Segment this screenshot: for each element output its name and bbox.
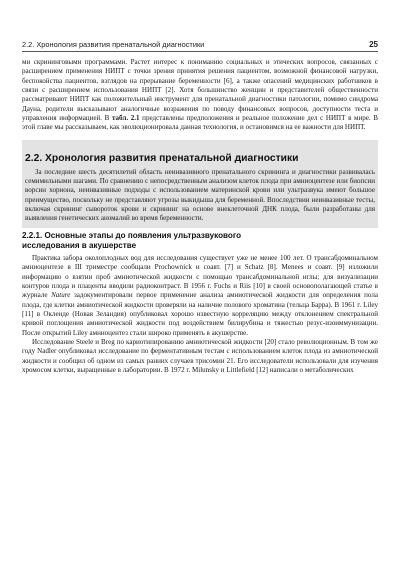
intro-text-b: представлены предположения и реальное положение дел с НИПТ в мире. В этой главе мы рассказываем, как эволюционировала данная технология, и остановимся на ее важности для НИПТ. [22,114,378,132]
body-text [22,58,378,375]
intro-text-a: ми скрининговыми программами. Растет интерес к пониманию социальных и этических вопросов, связанных с расширением применения НИПТ с точки зрения принятия решения пациентом, возможной финансовой нагрузки, беспокойства пациентов, взглядов на прерывание беременности [6], а также опасений медицинских работников в связи с расширением использования НИПТ [2]. Хотя большинство женщин и представителей общественности рассматривают НИПТ как положительный инструмент для пренатальной диагностики патологии, помимо синдрома Дауна, родители высказывают аналогичные возражения по поводу финансовых вопросов, доступности теста и управления информацией. В [22,58,378,123]
para1-text-a: Практика забора околоплодных вод для исследования существует уже не менее 100 лет. О трансабдоминальном амниоцентезе в III триместре сообщали Prochownick и соавт. [7] и Schatz [8]. Menees и соавт. [9] изложили информацию о взятии проб амниотической жидкости с помощью трансабдоминальной иглы; для визуализации контуров плода и плаценты вводили радиоконтраст. В 1956 г. Fuchs и Riis [10] в своей основополагающей статье в журнале [22,253,378,300]
running-head [22,40,378,52]
section-box [22,140,378,228]
subsection-paragraph-2: Исследование Steele и Breg по кариотипированию амниотической жидкости [20] стало революционным. В том же году Nadler опубликовал исследование по ферментативным тестам с использованием клеток плода из амниотической жидкости и сообщил об одном из самых ранних случаев трисомии 21. Его исследователи использовали для изучения хромосом клетки, выращенные в лаборатории. В 1972 г. Milunsky и Littlefield [12] написали о метаболических [22,337,378,374]
subsection-paragraph-1 [22,254,378,338]
section-heading: 2.2. Хронология развития пренатальной диагностики [25,152,299,164]
subsection-heading-line1: 2.2.1. Основные этапы до появления ультразвукового [22,230,242,240]
running-head-title: 2.2. Хронология развития пренатальной диагностики [22,40,205,49]
page-number: 25 [369,40,378,49]
table-reference: табл. 2.1 [111,114,140,123]
intro-paragraph [22,58,378,133]
subsection-heading [22,231,378,251]
section-shaded-paragraph: За последние шесть десятилетий область неинвазивного пренатального скрининга и диагностики развивалась семимильными шагами. По сравнению с непосредственным анализом клеток плода при амниоцентезе или биопсии ворсин хориона, неинвазивные подходы с использованием материнской крови или ультразвука имеют большое преимущество, поскольку не представляют угрозы выкидыша для беременной. Впоследствии неинвазивные тесты, включая скрининг сывороток крови и скрининг на основе внеклеточной ДНК плода, были разработаны для выявления генетических аномалий во время беременности. [25,167,375,223]
para1-text-b: задокументировали первое применение анализа амниотической жидкости для определения пола плода, где клетки амниотической жидкости проверяли на наличие полового хроматина (тельца Барра). В 1961 г. Liley [11] в Окленде (Новая Зеландия) опубликовал хорошо известную корреляцию между отклонением спектральной кривой поглощения амниотической жидкости под воздействием билирубина и тяжестью резус-изоиммунизации. После открытий Liley амниоцентез стали широко применять в акушерстве. [22,291,378,337]
journal-name: Nature [51,291,71,300]
subsection-heading-line2: исследования в акушерстве [22,240,137,250]
